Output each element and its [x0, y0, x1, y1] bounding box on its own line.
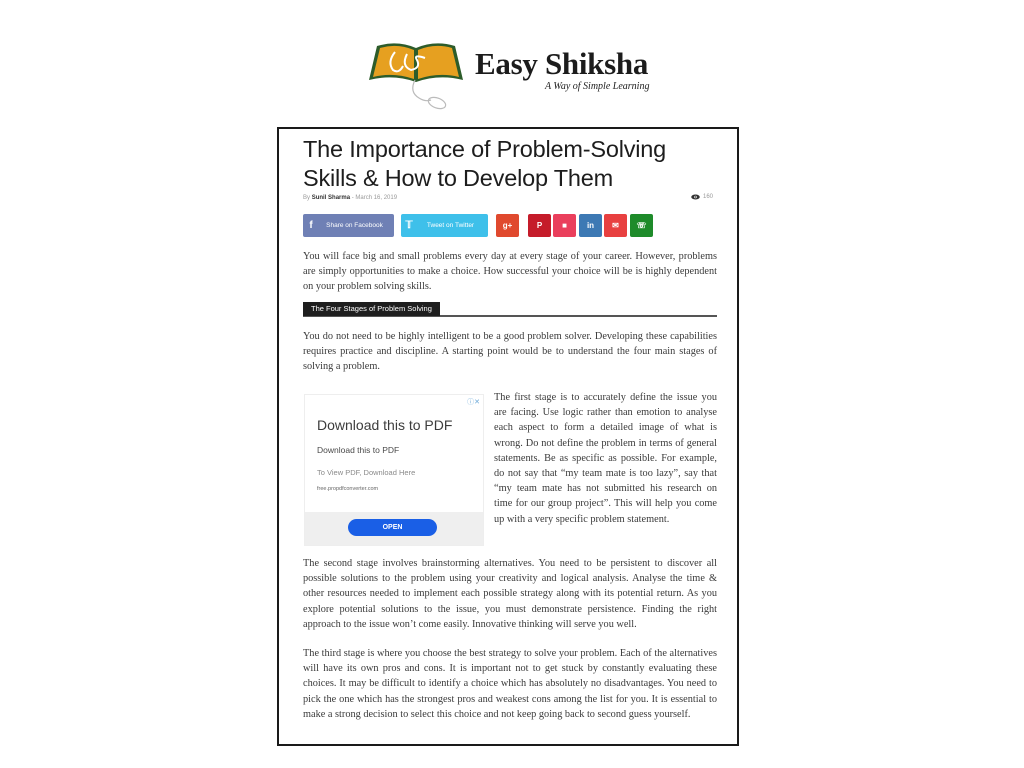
- logo-tagline: A Way of Simple Learning: [545, 81, 650, 92]
- by-label: By: [303, 195, 311, 201]
- ad-box[interactable]: [304, 394, 484, 546]
- ad-headline[interactable]: Download this to PDF: [317, 417, 453, 433]
- share-facebook-button[interactable]: [303, 214, 394, 237]
- share-pinterest-button[interactable]: [528, 214, 551, 237]
- paragraph-stage-3: The third stage is where you choose the best strategy to solve your problem. Each of the alternatives will have its own pros and cons. It is important not to get stuck by constantly evaluating these choices. It may be difficult to identify a choice which has absolutely no disadvantages. You need to pick the one which has the strongest pros and weakest cons among the list for you. It is essential to make a strong decision to select this choice and not keep going back to second guess yourself.: [303, 648, 717, 720]
- article-title: The Importance of Problem-Solving Skills & How to Develop Them: [303, 136, 667, 191]
- google-plus-icon: g+: [502, 221, 513, 230]
- intro-paragraph: You will face big and small problems every day at every stage of your career. However, problems are simply opportunities to make a choice. How successful your choice will be is highly dependent on your problem solving skills.: [303, 251, 717, 293]
- share-facebook-label: Share on Facebook: [326, 222, 383, 229]
- article-meta: [303, 195, 397, 201]
- ad-subheadline: Download this to PDF: [317, 445, 400, 455]
- site-logo[interactable]: [367, 36, 667, 112]
- share-whatsapp-button[interactable]: [630, 214, 653, 237]
- facebook-icon: f: [309, 220, 313, 231]
- twitter-icon: 𝕋: [405, 220, 413, 231]
- pinterest-icon: P: [536, 221, 543, 230]
- ad-url: free.propdfconverter.com: [317, 486, 379, 492]
- ad-info-close-icon[interactable]: ⓘ✕: [467, 399, 480, 406]
- paragraph-overview: You do not need to be highly intelligent to be a good problem solver. Developing these capabilities requires practice and discipline. A starting point would be to understand the four main stages of solving a problem.: [303, 331, 717, 373]
- share-linkedin-button[interactable]: [579, 214, 602, 237]
- linkedin-icon: in: [586, 221, 595, 230]
- article-frame: [277, 127, 739, 746]
- paragraph-stage-2: The second stage involves brainstorming alternatives. You need to be persistent to discover all possible solutions to the problem using your creativity and logical analysis. Analyse the time & other resources needed to implement each possible strategy along with its potential return. As you explore potential solutions to the issue, you must demonstrate persistence. Finding the right approach to the issue won’t come easily. Innovative thinking will serve you well.: [303, 558, 717, 630]
- ad-description: To View PDF, Download Here: [317, 468, 416, 477]
- share-mix-button[interactable]: [553, 214, 576, 237]
- share-twitter-button[interactable]: [401, 214, 488, 237]
- share-twitter-label: Tweet on Twitter: [426, 222, 475, 229]
- view-count-value: 160: [702, 194, 713, 200]
- mix-icon: ■: [562, 221, 567, 230]
- email-icon: ✉: [612, 221, 619, 230]
- author-link[interactable]: Sunil Sharma: [311, 195, 351, 201]
- section-heading: [303, 298, 717, 317]
- share-google-plus-button[interactable]: [496, 214, 519, 237]
- logo-title: Easy Shiksha: [475, 46, 649, 81]
- share-email-button[interactable]: [604, 214, 627, 237]
- mouse-icon: [405, 78, 449, 112]
- whatsapp-icon: ☏: [636, 221, 647, 230]
- ad-open-button[interactable]: OPEN: [348, 519, 437, 536]
- publish-date: March 16, 2019: [355, 195, 398, 201]
- meta-separator: -: [351, 195, 354, 201]
- view-count: [691, 194, 713, 200]
- paragraph-stage-1: The first stage is to accurately define the issue you are facing. Use logic rather than emotion to analyse each aspect to form a detailed image of what is wrong. Do not define the problem in terms of general statements. Be as specific as possible. For example, do not say that “my team mate is too lazy”, say that “my team mate has not submitted his research on time for our group project”. This will help you come up with a very specific problem statement.: [494, 392, 717, 525]
- ad-footer: [305, 512, 483, 545]
- eye-icon: [691, 194, 700, 200]
- section-heading-label: The Four Stages of Problem Solving: [303, 302, 440, 316]
